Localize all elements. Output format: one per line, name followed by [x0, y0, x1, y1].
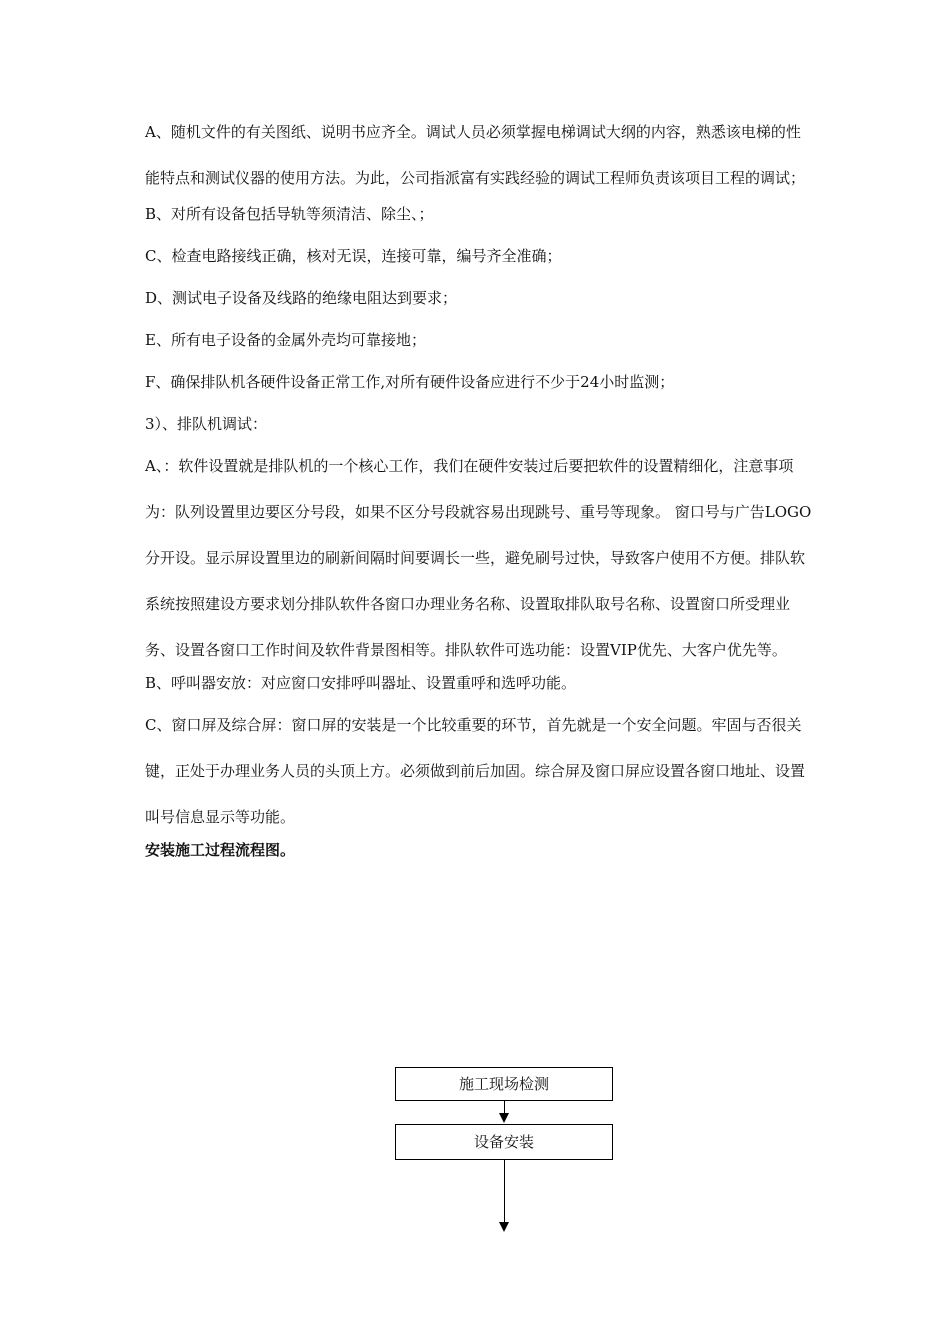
flow-step-install	[395, 1124, 613, 1160]
flow-step-label: 设备安装	[473, 1133, 534, 1151]
document-body	[145, 118, 813, 864]
flow-arrow-icon	[499, 1113, 509, 1123]
flowchart-heading: 安装施工过程流程图。	[145, 841, 296, 859]
flow-step-label: 施工现场检测	[458, 1075, 549, 1093]
paragraph-b-clean: B、对所有设备包括导轨等须清洁、除尘、；	[145, 205, 434, 223]
paragraph-d-insulation: D、测试电子设备及线路的绝缘电阻达到要求；	[145, 289, 458, 307]
subsection-heading: 3）、排队机调试：	[145, 415, 268, 433]
flow-arrow-icon	[499, 1222, 509, 1232]
paragraph-e-grounding: E、所有电子设备的金属外壳均可靠接地；	[145, 331, 426, 349]
flow-connector	[504, 1101, 505, 1113]
paragraph-software-setup: A、：软件设置就是排队机的一个核心工作，我们在硬件安装过后要把软件的设置精细化，注意事项为：队列设置里边要区分号段，如果不区分号段就容易出现跳号、重号等现象。 窗口号与广告LOGO分开设。显示屏设置里边的刷新间隔时间要调长一些，避免刷号过快，导致客户使用不方便。排队软系统按照建设方要求划分排队软件各窗口办理业务名称、设置取排队取号名称、设置窗口所受理业务、设置各窗口工作时间及软件背景图相等。排队软件可选功能：设置VIP优先、大客户优先等。	[145, 457, 812, 659]
paragraph-caller: B、呼叫器安放：对应窗口安排呼叫器址、设置重呼和选呼功能。	[145, 674, 577, 692]
paragraph-screens: C、窗口屏及综合屏：窗口屏的安装是一个比较重要的环节，首先就是一个安全问题。牢固与否很关键，正处于办理业务人员的头顶上方。必须做到前后加固。综合屏及窗口屏应设置各窗口地址、设置叫号信息显示等功能。	[145, 716, 806, 826]
paragraph-f-monitoring: F、确保排队机各硬件设备正常工作,对所有硬件设备应进行不少于24小时监测；	[145, 373, 675, 391]
paragraph-a-docs: A、随机文件的有关图纸、说明书应齐全。调试人员必须掌握电梯调试大纲的内容，熟悉该电梯的性能特点和测试仪器的使用方法。为此，公司指派富有实践经验的调试工程师负责该项目工程的调试；	[145, 123, 806, 187]
paragraph-c-wiring: C、检查电路接线正确，核对无误，连接可靠，编号齐全准确；	[145, 247, 562, 265]
flow-step-site-inspection	[395, 1067, 613, 1101]
flow-connector	[504, 1160, 505, 1222]
